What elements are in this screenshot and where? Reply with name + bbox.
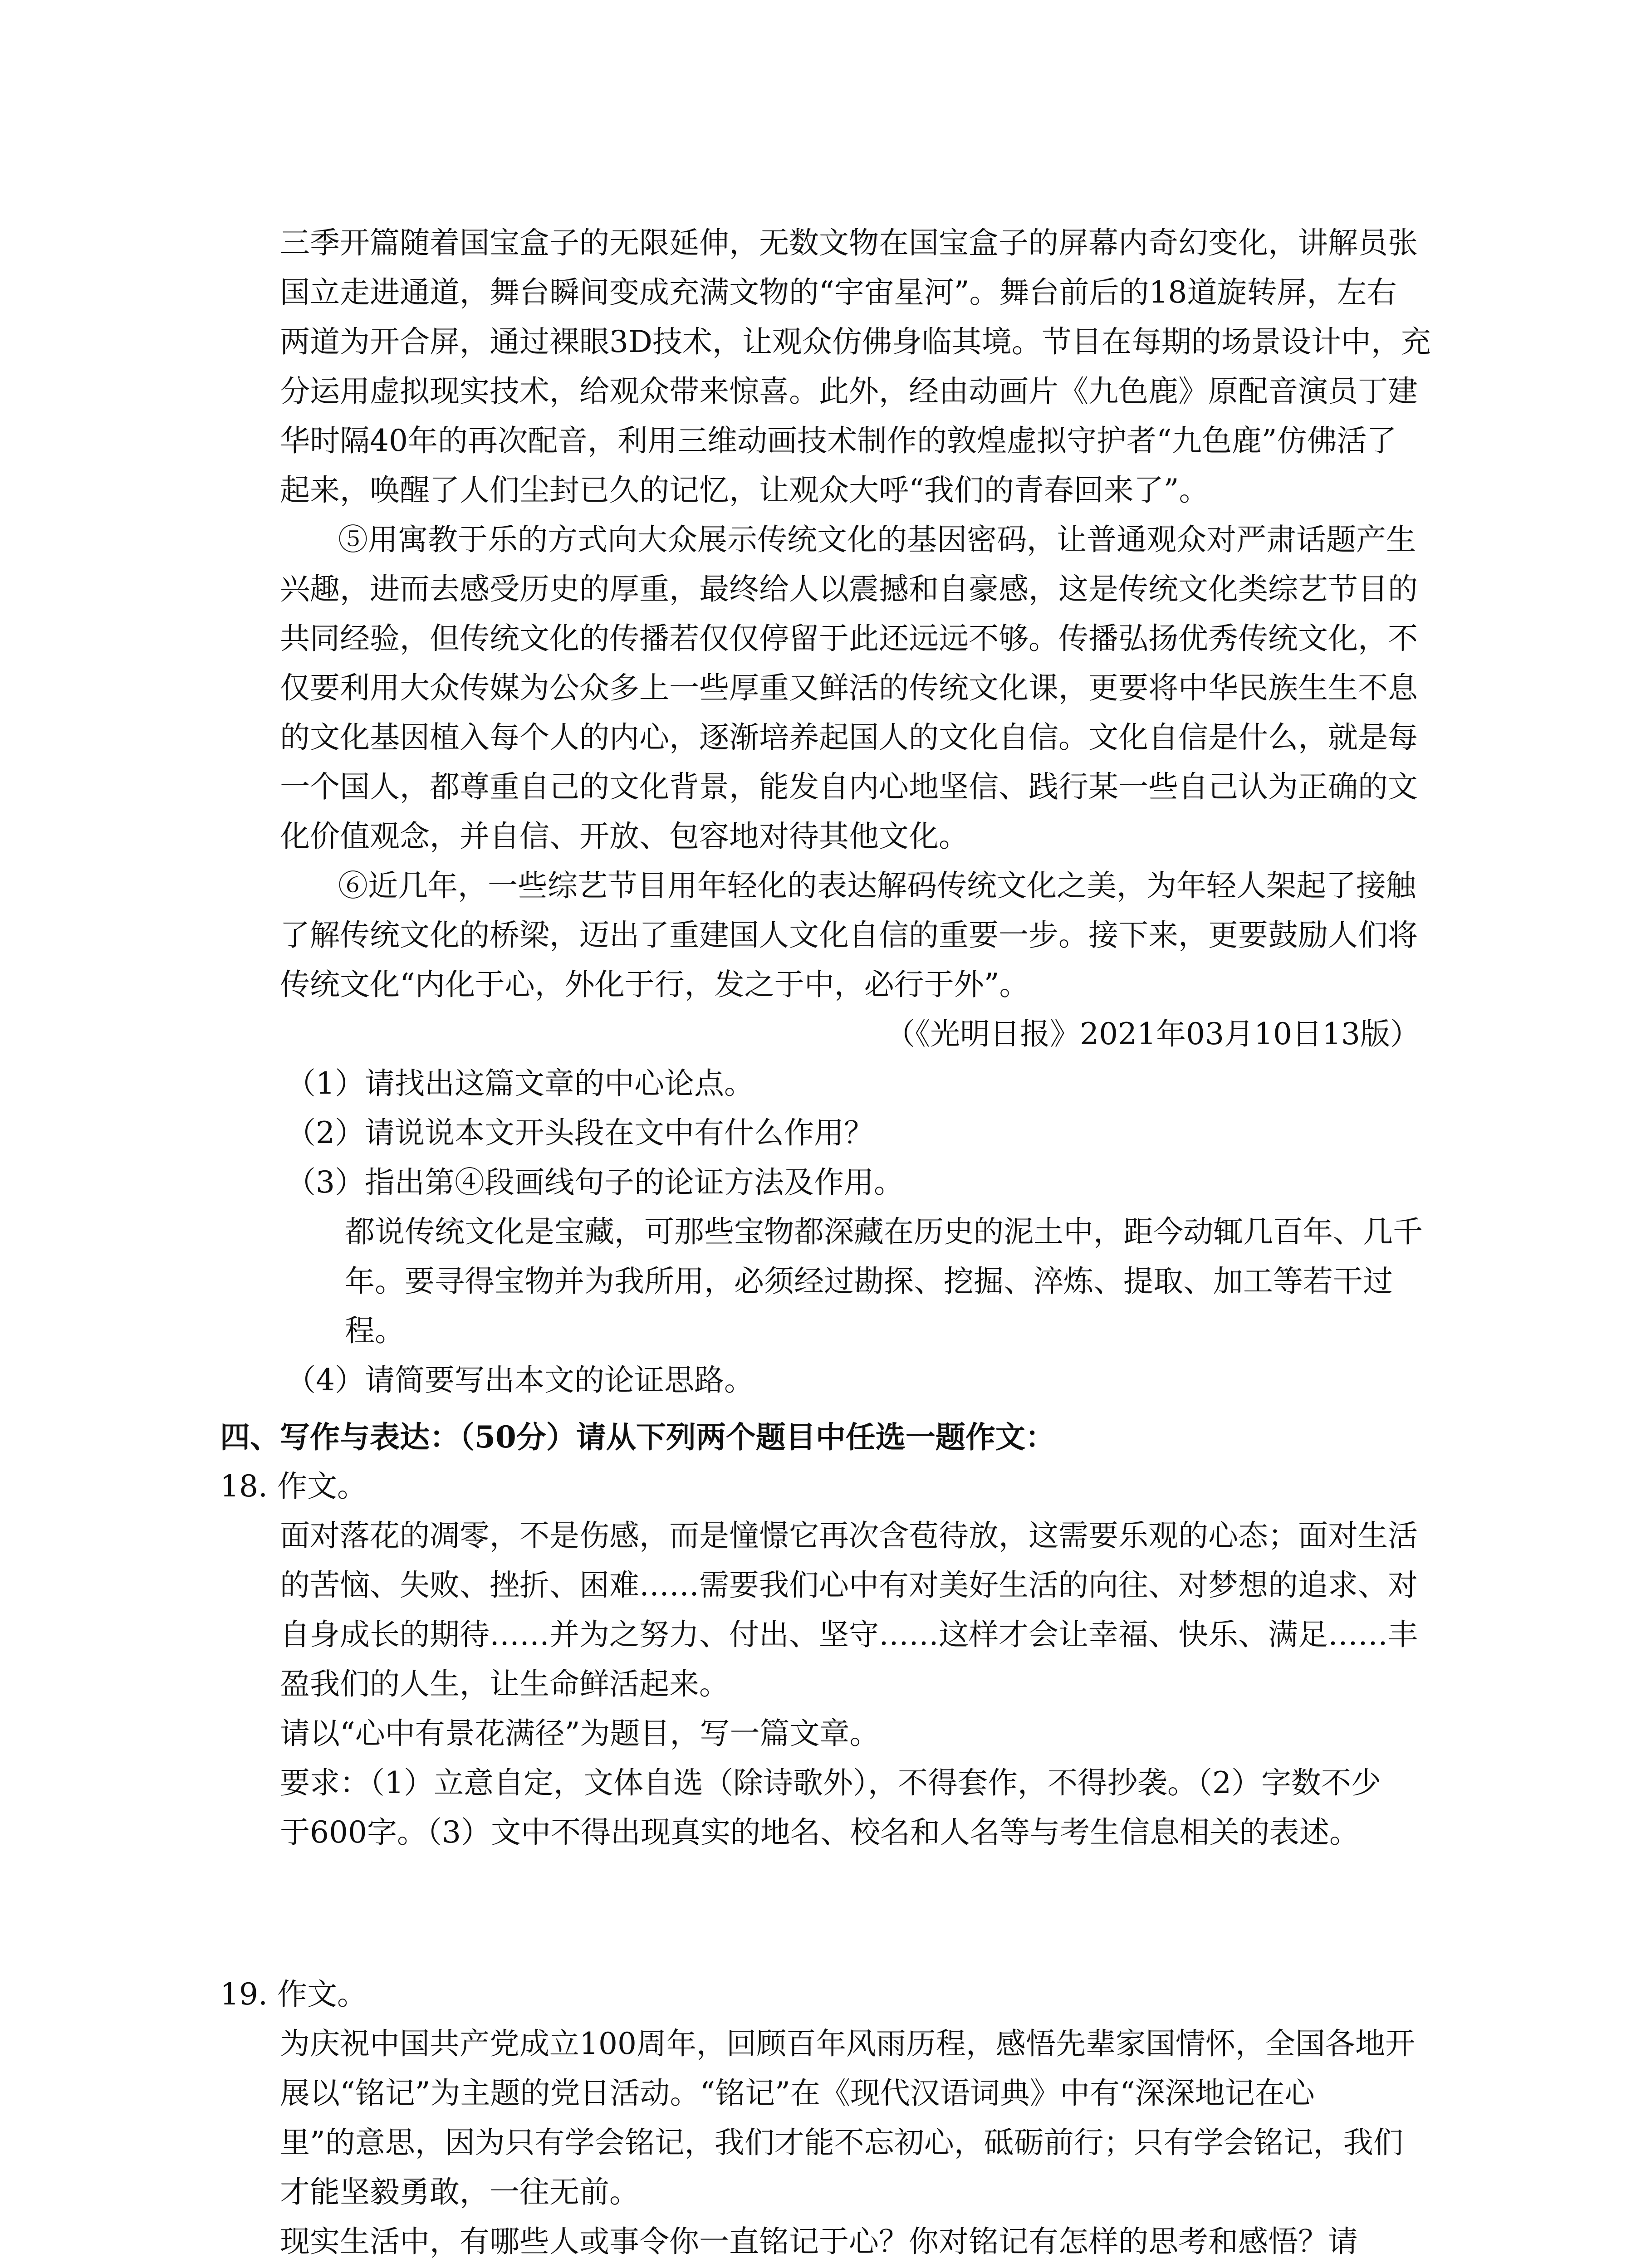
quoted-sentence: 都说传统文化是宝藏，可那些宝物都深藏在历史的泥土中，距今动辄几百年、几千 [345, 1214, 1423, 1249]
passage-line: 国立走进通道，舞台瞬间变成充满文物的“宇宙星河”。舞台前后的18道旋转屏，左右 [280, 275, 1397, 310]
passage-line: 共同经验，但传统文化的传播若仅仅停留于此还远远不够。传播弘扬优秀传统文化，不 [280, 621, 1418, 656]
question-1: （1）请找出这篇文章的中心论点。 [286, 1066, 754, 1101]
question-2: （2）请说说本文开头段在文中有什么作用？ [286, 1115, 874, 1150]
q19-line: 里”的意思，因为只有学会铭记，我们才能不忘初心，砥砺前行；只有学会铭记，我们 [280, 2125, 1403, 2160]
passage-line: 化价值观念，并自信、开放、包容地对待其他文化。 [280, 819, 969, 854]
passage-line: 了解传统文化的桥梁，迈出了重建国人文化自信的重要一步。接下来，更要鼓励人们将 [280, 918, 1418, 953]
q18-line: 于600字。（3）文中不得出现真实的地名、校名和人名等与考生信息相关的表述。 [280, 1815, 1359, 1850]
q19-title: 19. 作文。 [220, 1977, 367, 2012]
q18-line: 请以“心中有景花满径”为题目，写一篇文章。 [280, 1716, 880, 1751]
q18-line: 面对落花的凋零，不是伤感，而是憧憬它再次含苞待放，这需要乐观的心态；面对生活 [280, 1518, 1418, 1553]
q18-line: 要求：（1）立意自定，文体自选（除诗歌外），不得套作，不得抄袭。（2）字数不少 [280, 1765, 1381, 1800]
source-citation: （《光明日报》2021年03月10日13版） [885, 1017, 1420, 1051]
question-4: （4）请简要写出本文的论证思路。 [286, 1363, 754, 1398]
q18-title: 18. 作文。 [220, 1469, 367, 1504]
passage-line: 两道为开合屏，通过裸眼3D技术，让观众仿佛身临其境。节目在每期的场景设计中，充 [280, 324, 1431, 359]
quoted-sentence: 年。要寻得宝物并为我所用，必须经过勘探、挖掘、淬炼、提取、加工等若干过 [345, 1264, 1393, 1299]
q19-line: 为庆祝中国共产党成立100周年，回顾百年风雨历程，感悟先辈家国情怀，全国各地开 [280, 2026, 1415, 2061]
section-heading: 四、写作与表达：（50分）请从下列两个题目中任选一题作文： [220, 1419, 1055, 1455]
passage-line: 仅要利用大众传媒为公众多上一些厚重又鲜活的传统文化课，更要将中华民族生生不息 [280, 670, 1418, 705]
passage-line: 的文化基因植入每个人的内心，逐渐培养起国人的文化自信。文化自信是什么，就是每 [280, 720, 1418, 755]
q19-line: 现实生活中，有哪些人或事令你一直铭记于心？你对铭记有怎样的思考和感悟？请 [280, 2224, 1358, 2259]
passage-line: 三季开篇随着国宝盒子的无限延伸，无数文物在国宝盒子的屏幕内奇幻变化，讲解员张 [280, 225, 1418, 260]
question-3: （3）指出第④段画线句子的论证方法及作用。 [286, 1165, 904, 1200]
passage-line: 分运用虚拟现实技术，给观众带来惊喜。此外，经由动画片《九色鹿》原配音演员丁建 [280, 374, 1418, 409]
q19-line: 展以“铭记”为主题的党日活动。“铭记”在《现代汉语词典》中有“深深地记在心 [280, 2076, 1315, 2111]
q18-line: 的苦恼、失败、挫折、困难……需要我们心中有对美好生活的向往、对梦想的追求、对 [280, 1568, 1418, 1603]
passage-line: 一个国人，都尊重自己的文化背景，能发自内心地坚信、践行某一些自己认为正确的文 [280, 769, 1418, 804]
quoted-sentence: 程。 [345, 1313, 405, 1348]
q18-line: 自身成长的期待……并为之努力、付出、坚守……这样才会让幸福、快乐、满足……丰 [280, 1617, 1418, 1652]
passage-line: 华时隔40年的再次配音，利用三维动画技术制作的敦煌虚拟守护者“九色鹿”仿佛活了 [280, 423, 1397, 458]
passage-line: 起来，唤醒了人们尘封已久的记忆，让观众大呼“我们的青春回来了”。 [280, 473, 1209, 508]
passage-line: 传统文化“内化于心，外化于行，发之于中，必行于外”。 [280, 967, 1029, 1002]
q19-line: 才能坚毅勇敢，一往无前。 [280, 2175, 639, 2209]
passage-line: ⑤用寓教于乐的方式向大众展示传统文化的基因密码，让普通观众对严肃话题产生 [338, 522, 1416, 557]
passage-line: ⑥近几年，一些综艺节目用年轻化的表达解码传统文化之美，为年轻人架起了接触 [338, 868, 1416, 903]
passage-line: 兴趣，进而去感受历史的厚重，最终给人以震撼和自豪感，这是传统文化类综艺节目的 [280, 572, 1418, 606]
q18-line: 盈我们的人生，让生命鲜活起来。 [280, 1667, 729, 1701]
